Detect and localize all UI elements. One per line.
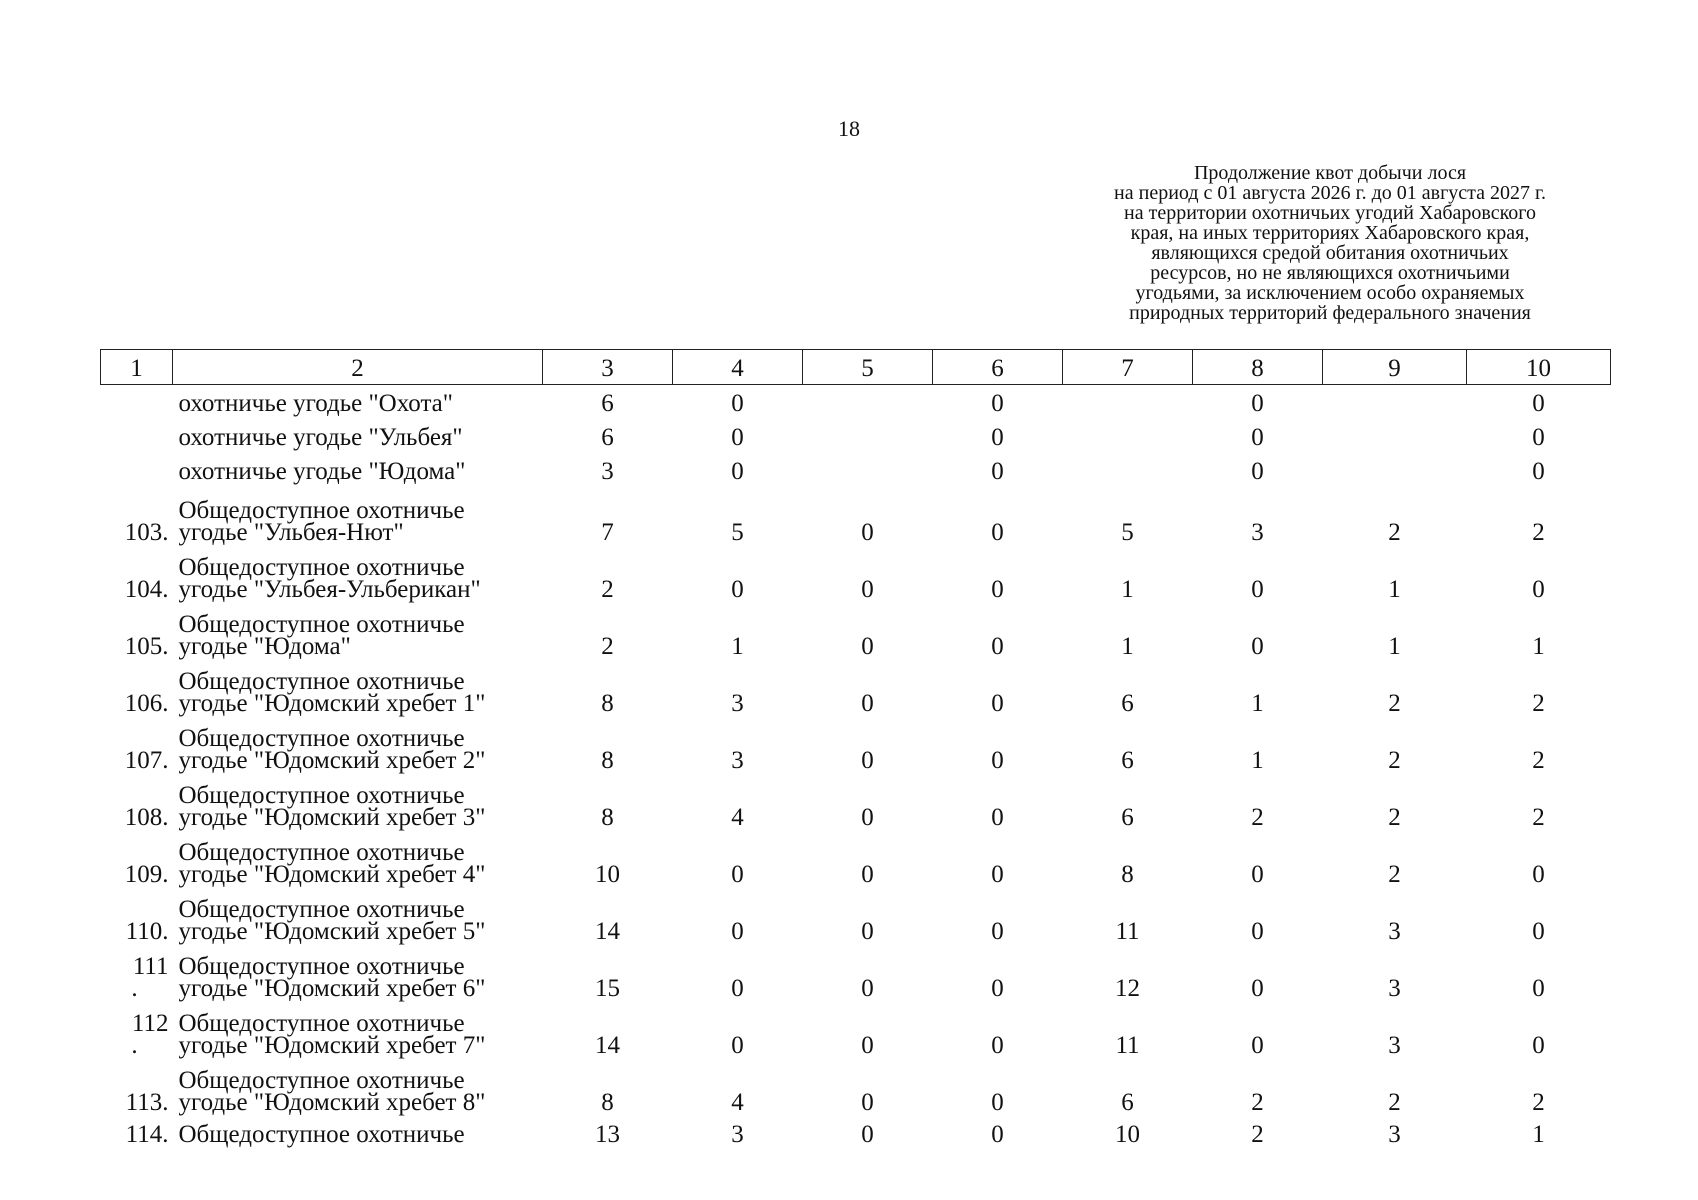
- row-number: .: [131, 1032, 138, 1059]
- hunting-ground-name-cell: [173, 829, 543, 886]
- quota-value: 0: [731, 918, 744, 945]
- hunting-ground-name: угодье "Юдомский хребет 2": [178, 747, 486, 774]
- quota-value: 13: [595, 1121, 620, 1148]
- quota-value: 0: [991, 975, 1004, 1002]
- hunting-ground-name: Общедоступное охотничье: [178, 668, 465, 695]
- quota-value: 0: [861, 519, 874, 546]
- quota-value: 1: [1388, 576, 1401, 603]
- table-row: [101, 1114, 1611, 1150]
- hunting-ground-name: Общедоступное охотничье: [178, 1010, 465, 1037]
- quota-value: 11: [1115, 918, 1140, 945]
- column-header: 3: [543, 350, 673, 385]
- table-row: [101, 943, 1611, 1000]
- quota-value: 3: [731, 747, 744, 774]
- quota-value: 0: [861, 576, 874, 603]
- quota-value: 0: [991, 390, 1004, 417]
- row-number: 105.: [124, 633, 169, 660]
- heading-line: на период с 01 августа 2026 г. до 01 августа 2027 г.: [1114, 182, 1546, 204]
- hunting-ground-name: угодье "Юдомский хребет 3": [178, 804, 486, 831]
- heading-line: Продолжение квот добычи лося: [1193, 162, 1467, 184]
- row-number-cell: [101, 544, 173, 601]
- quota-value: 14: [595, 918, 620, 945]
- quota-value: 0: [861, 747, 874, 774]
- quota-value: 7: [601, 519, 614, 546]
- quota-value: 8: [601, 747, 614, 774]
- row-number-cell: [101, 1057, 173, 1114]
- row-number-cell: [101, 1114, 173, 1150]
- quota-value: 10: [595, 861, 620, 888]
- hunting-ground-name: Общедоступное охотничье: [178, 1121, 465, 1148]
- hunting-ground-name: Общедоступное охотничье: [178, 611, 465, 638]
- column-header: 9: [1323, 350, 1467, 385]
- row-number: 103.: [124, 519, 169, 546]
- quota-value: 3: [1388, 918, 1401, 945]
- column-header: 1: [101, 350, 173, 385]
- quota-value: 0: [861, 918, 874, 945]
- quota-value: 6: [601, 390, 614, 417]
- quota-value: 1: [1251, 690, 1264, 717]
- quota-value: 6: [1121, 690, 1134, 717]
- table-row: [101, 772, 1611, 829]
- quota-value: 0: [991, 861, 1004, 888]
- quota-value: 3: [731, 1121, 744, 1148]
- hunting-ground-name: охотничье угодье "Ульбея": [178, 424, 463, 451]
- row-number: .: [131, 975, 138, 1002]
- quota-value: [803, 419, 933, 453]
- column-header: 8: [1193, 350, 1323, 385]
- quota-value: 0: [731, 576, 744, 603]
- quota-table-container: [100, 349, 1610, 1150]
- quota-value: 0: [1251, 576, 1264, 603]
- table-row: [101, 453, 1611, 487]
- quota-value: 14: [595, 1032, 620, 1059]
- quota-value: 0: [1251, 458, 1264, 485]
- table-row: [101, 829, 1611, 886]
- column-header: 5: [803, 350, 933, 385]
- quota-value: 0: [861, 1089, 874, 1116]
- quota-value: 0: [1532, 861, 1545, 888]
- quota-value: 0: [1251, 424, 1264, 451]
- quota-value: 2: [1388, 519, 1401, 546]
- quota-value: 0: [731, 861, 744, 888]
- hunting-ground-name: угодье "Ульбея-Нют": [178, 519, 404, 546]
- row-number-cell: [101, 772, 173, 829]
- row-number-cell: [101, 385, 173, 420]
- quota-value: 0: [731, 458, 744, 485]
- row-number-cell: [101, 1000, 173, 1057]
- hunting-ground-name-cell: [173, 1000, 543, 1057]
- quota-value: 0: [731, 1032, 744, 1059]
- column-header: 10: [1467, 350, 1611, 385]
- quota-value: 0: [991, 1089, 1004, 1116]
- hunting-ground-name: охотничье угодье "Юдома": [178, 458, 466, 485]
- quota-value: 2: [1388, 747, 1401, 774]
- quota-value: 4: [731, 804, 744, 831]
- heading-line: края, на иных территориях Хабаровского края,: [1130, 222, 1530, 244]
- quota-value: 0: [1251, 390, 1264, 417]
- quota-value: 2: [1388, 690, 1401, 717]
- quota-value: 2: [1388, 861, 1401, 888]
- quota-value: 6: [601, 424, 614, 451]
- hunting-ground-name: угодье "Юдома": [178, 633, 351, 660]
- quota-value: 0: [1532, 390, 1545, 417]
- quota-value: 0: [1251, 975, 1264, 1002]
- quota-value: 0: [1251, 633, 1264, 660]
- row-number-cell: [101, 943, 173, 1000]
- quota-value: 0: [861, 1032, 874, 1059]
- hunting-ground-name: Общедоступное охотничье: [178, 782, 465, 809]
- quota-value: 0: [731, 390, 744, 417]
- quota-value: 2: [1532, 519, 1545, 546]
- hunting-ground-name-cell: [173, 385, 543, 420]
- table-row: [101, 419, 1611, 453]
- quota-value: 0: [991, 804, 1004, 831]
- row-number: 113.: [125, 1089, 169, 1116]
- quota-value: 8: [601, 690, 614, 717]
- quota-value: 15: [595, 975, 620, 1002]
- hunting-ground-name: Общедоступное охотничье: [178, 497, 465, 524]
- quota-value: 2: [1251, 804, 1264, 831]
- hunting-ground-name-cell: [173, 772, 543, 829]
- quota-value: [1323, 419, 1467, 453]
- quota-value: 0: [991, 424, 1004, 451]
- hunting-ground-name-cell: [173, 544, 543, 601]
- quota-value: 0: [1251, 1032, 1264, 1059]
- table-heading: [1040, 163, 1620, 323]
- column-header: 6: [933, 350, 1063, 385]
- quota-value: 2: [1532, 747, 1545, 774]
- quota-value: 8: [601, 804, 614, 831]
- quota-value: 6: [1121, 747, 1134, 774]
- row-number: 108.: [124, 804, 169, 831]
- row-number-cell: [101, 715, 173, 772]
- table-row: [101, 1057, 1611, 1114]
- row-number-cell: [101, 487, 173, 544]
- hunting-ground-name: угодье "Юдомский хребет 5": [178, 918, 486, 945]
- hunting-ground-name: охотничье угодье "Охота": [178, 390, 453, 417]
- row-number: 106.: [124, 690, 169, 717]
- table-row: [101, 385, 1611, 420]
- hunting-ground-name: угодье "Юдомский хребет 8": [178, 1089, 486, 1116]
- hunting-ground-name-cell: [173, 943, 543, 1000]
- hunting-ground-name-cell: [173, 487, 543, 544]
- quota-value: 1: [1251, 747, 1264, 774]
- quota-value: 8: [601, 1089, 614, 1116]
- quota-value: 2: [1251, 1089, 1264, 1116]
- quota-value: 11: [1115, 1032, 1140, 1059]
- quota-value: 12: [1115, 975, 1140, 1002]
- quota-value: 6: [1121, 804, 1134, 831]
- quota-value: 0: [1532, 458, 1545, 485]
- heading-line: на территории охотничьих угодий Хабаровского: [1124, 202, 1536, 224]
- quota-value: 2: [601, 633, 614, 660]
- quota-value: 5: [1121, 519, 1134, 546]
- quota-value: 0: [861, 1121, 874, 1148]
- hunting-ground-name-cell: [173, 453, 543, 487]
- table-row: [101, 886, 1611, 943]
- quota-value: 0: [991, 576, 1004, 603]
- hunting-ground-name-cell: [173, 658, 543, 715]
- column-header: 7: [1063, 350, 1193, 385]
- page-number: 18: [838, 116, 860, 141]
- row-number-cell: [101, 601, 173, 658]
- quota-value: 2: [1532, 1089, 1545, 1116]
- row-number-cell: [101, 453, 173, 487]
- quota-value: 2: [1388, 1089, 1401, 1116]
- quota-value: [1063, 385, 1193, 420]
- row-number-cell: [101, 658, 173, 715]
- row-number: 114.: [125, 1121, 169, 1148]
- quota-value: 1: [1388, 633, 1401, 660]
- column-header: 4: [673, 350, 803, 385]
- quota-value: 0: [1251, 918, 1264, 945]
- quota-value: 2: [1388, 804, 1401, 831]
- quota-value: 6: [1121, 1089, 1134, 1116]
- hunting-ground-name: угодье "Юдомский хребет 4": [178, 861, 486, 888]
- hunting-ground-name-cell: [173, 1057, 543, 1114]
- quota-value: [1323, 385, 1467, 420]
- quota-value: 0: [1532, 918, 1545, 945]
- heading-line: угодьями, за исключением особо охраняемых: [1135, 282, 1525, 304]
- hunting-ground-name-cell: [173, 715, 543, 772]
- table-row: [101, 715, 1611, 772]
- hunting-ground-name: угодье "Ульбея-Ульберикан": [178, 576, 481, 603]
- quota-value: 5: [731, 519, 744, 546]
- row-number: 109.: [124, 861, 169, 888]
- row-number: 112: [131, 1010, 169, 1037]
- row-number-cell: [101, 829, 173, 886]
- quota-value: 2: [1532, 804, 1545, 831]
- quota-value: 0: [731, 975, 744, 1002]
- quota-value: 0: [861, 975, 874, 1002]
- quota-value: 0: [1251, 861, 1264, 888]
- row-number-cell: [101, 886, 173, 943]
- quota-value: 4: [731, 1089, 744, 1116]
- hunting-ground-name-cell: [173, 886, 543, 943]
- quota-value: 0: [1532, 424, 1545, 451]
- quota-value: 0: [991, 519, 1004, 546]
- column-number-row: [101, 350, 1611, 385]
- quota-value: 1: [1121, 633, 1134, 660]
- quota-value: 1: [1532, 633, 1545, 660]
- heading-line: ресурсов, но не являющихся охотничьими: [1150, 262, 1510, 284]
- quota-value: 3: [1388, 1032, 1401, 1059]
- quota-value: 3: [731, 690, 744, 717]
- table-row: [101, 487, 1611, 544]
- quota-value: 3: [1388, 975, 1401, 1002]
- quota-value: [1063, 453, 1193, 487]
- table-row: [101, 544, 1611, 601]
- row-number: 107.: [124, 747, 169, 774]
- table-row: [101, 1000, 1611, 1057]
- quota-value: 0: [861, 633, 874, 660]
- hunting-ground-name: Общедоступное охотничье: [178, 554, 465, 581]
- quota-value: 2: [1532, 690, 1545, 717]
- row-number: 104.: [124, 576, 169, 603]
- column-header: 2: [173, 350, 543, 385]
- heading-line: природных территорий федерального значения: [1129, 302, 1531, 324]
- quota-value: 3: [601, 458, 614, 485]
- table-body: [101, 385, 1611, 1151]
- quota-value: 2: [601, 576, 614, 603]
- quota-value: 1: [1532, 1121, 1545, 1148]
- quota-value: 0: [991, 633, 1004, 660]
- row-number: 111: [132, 953, 169, 980]
- quota-value: 0: [861, 804, 874, 831]
- quota-value: 0: [731, 424, 744, 451]
- hunting-ground-name: Общедоступное охотничье: [178, 896, 465, 923]
- quota-value: 8: [1121, 861, 1134, 888]
- quota-value: 1: [731, 633, 744, 660]
- quota-value: [803, 453, 933, 487]
- quota-value: 0: [991, 690, 1004, 717]
- quota-value: [803, 385, 933, 420]
- quota-value: 0: [861, 690, 874, 717]
- quota-table: [100, 349, 1611, 1150]
- heading-line: являющихся средой обитания охотничьих: [1151, 242, 1509, 264]
- quota-value: 0: [991, 1121, 1004, 1148]
- quota-value: 3: [1388, 1121, 1401, 1148]
- hunting-ground-name: угодье "Юдомский хребет 7": [178, 1032, 486, 1059]
- hunting-ground-name-cell: [173, 601, 543, 658]
- quota-value: 2: [1251, 1121, 1264, 1148]
- hunting-ground-name-cell: [173, 419, 543, 453]
- quota-value: 0: [1532, 975, 1545, 1002]
- hunting-ground-name: Общедоступное охотничье: [178, 1067, 465, 1094]
- quota-value: 0: [861, 861, 874, 888]
- quota-value: 0: [991, 747, 1004, 774]
- hunting-ground-name: угодье "Юдомский хребет 1": [178, 690, 486, 717]
- hunting-ground-name: Общедоступное охотничье: [178, 953, 465, 980]
- quota-value: 0: [991, 918, 1004, 945]
- quota-value: 0: [991, 1032, 1004, 1059]
- quota-value: 0: [1532, 1032, 1545, 1059]
- hunting-ground-name-cell: [173, 1114, 543, 1150]
- quota-value: 0: [991, 458, 1004, 485]
- hunting-ground-name: Общедоступное охотничье: [178, 839, 465, 866]
- quota-value: [1323, 453, 1467, 487]
- hunting-ground-name: Общедоступное охотничье: [178, 725, 465, 752]
- row-number: 110.: [125, 918, 169, 945]
- table-row: [101, 658, 1611, 715]
- quota-value: 0: [1532, 576, 1545, 603]
- hunting-ground-name: угодье "Юдомский хребет 6": [178, 975, 486, 1002]
- quota-value: 3: [1251, 519, 1264, 546]
- quota-value: 1: [1121, 576, 1134, 603]
- quota-value: [1063, 419, 1193, 453]
- row-number-cell: [101, 419, 173, 453]
- table-row: [101, 601, 1611, 658]
- quota-value: 10: [1115, 1121, 1140, 1148]
